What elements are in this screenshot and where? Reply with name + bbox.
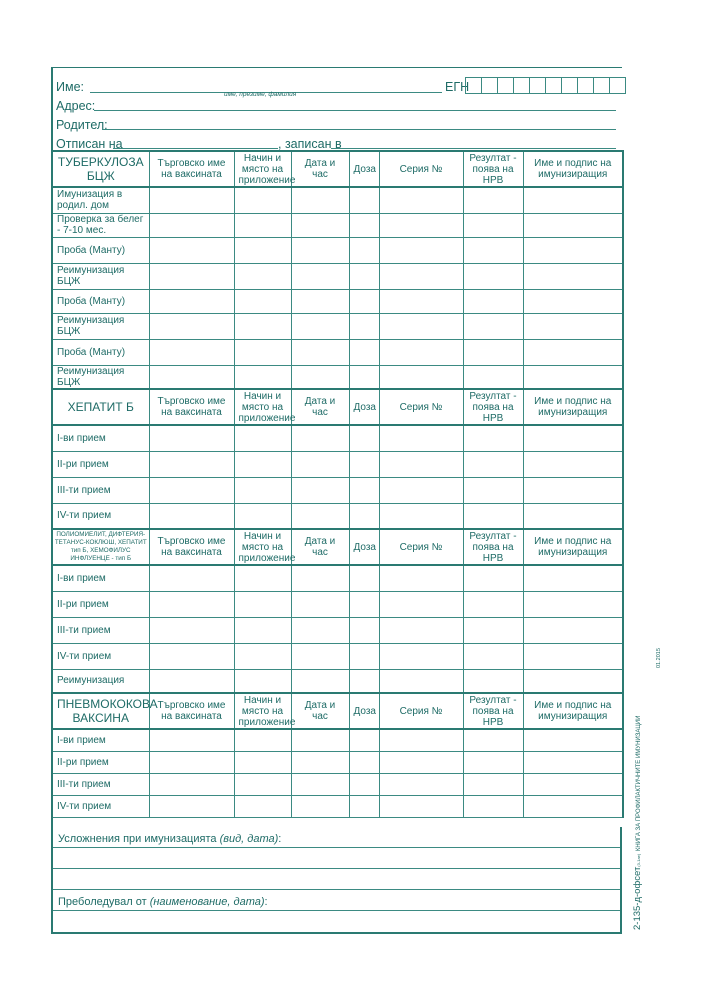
egn-digit-box[interactable] <box>529 77 546 94</box>
entry-cell[interactable] <box>463 213 523 237</box>
entry-cell[interactable] <box>379 425 463 451</box>
entry-cell[interactable] <box>523 795 623 817</box>
section-title: ПНЕВМОКОКОВА ВАКСИНА <box>52 693 149 729</box>
section-header-row <box>52 529 623 565</box>
entry-cell[interactable] <box>379 451 463 477</box>
entry-cell[interactable] <box>523 591 623 617</box>
row-label: III-ти прием <box>52 617 149 643</box>
column-header: Начин и място на приложение <box>234 529 291 565</box>
column-header: Доза <box>349 151 379 187</box>
entry-cell[interactable] <box>149 187 234 213</box>
row-label: Имунизация в родил. дом <box>52 187 149 213</box>
registered-label: , записан в <box>278 137 342 151</box>
entry-cell[interactable] <box>291 795 349 817</box>
entry-cell[interactable] <box>149 313 234 339</box>
entry-cell[interactable] <box>379 617 463 643</box>
entry-cell[interactable] <box>379 339 463 365</box>
row-label: I-ви прием <box>52 565 149 591</box>
column-header: Начин и място на приложение <box>234 151 291 187</box>
entry-cell[interactable] <box>234 795 291 817</box>
egn-digit-box[interactable] <box>609 77 626 94</box>
row-label: III-ти прием <box>52 773 149 795</box>
row-label: Реимунизация <box>52 669 149 693</box>
parent-field[interactable] <box>102 129 616 130</box>
entry-cell[interactable] <box>523 213 623 237</box>
row-label: IV-ти прием <box>52 795 149 817</box>
entry-cell[interactable] <box>349 213 379 237</box>
row-label: IV-ти прием <box>52 643 149 669</box>
entry-cell[interactable] <box>291 751 349 773</box>
entry-cell[interactable] <box>463 565 523 591</box>
entry-cell[interactable] <box>149 213 234 237</box>
entry-cell[interactable] <box>149 729 234 751</box>
table-row <box>52 365 623 389</box>
entry-cell[interactable] <box>463 617 523 643</box>
entry-cell[interactable] <box>291 425 349 451</box>
column-header: Начин и място на приложение <box>234 693 291 729</box>
entry-cell[interactable] <box>234 425 291 451</box>
entry-cell[interactable] <box>523 565 623 591</box>
row-label: II-ри прием <box>52 751 149 773</box>
notes-section <box>51 827 622 934</box>
table-row <box>52 795 623 817</box>
column-header: Име и подпис на имунизиращия <box>523 693 623 729</box>
entry-cell[interactable] <box>149 451 234 477</box>
entry-cell[interactable] <box>463 751 523 773</box>
column-header: Резултат - поява на НРВ <box>463 151 523 187</box>
entry-cell[interactable] <box>149 365 234 389</box>
entry-cell[interactable] <box>149 425 234 451</box>
entry-cell[interactable] <box>463 795 523 817</box>
entry-cell[interactable] <box>463 313 523 339</box>
entry-cell[interactable] <box>463 591 523 617</box>
complications-line-2[interactable] <box>53 869 620 890</box>
column-header: Име и подпис на имунизиращия <box>523 529 623 565</box>
row-label: Проба (Манту) <box>52 289 149 313</box>
row-label: Проба (Манту) <box>52 237 149 263</box>
entry-cell[interactable] <box>291 213 349 237</box>
entry-cell[interactable] <box>291 451 349 477</box>
entry-cell[interactable] <box>349 643 379 669</box>
table-row <box>52 503 623 529</box>
column-header: Доза <box>349 389 379 425</box>
entry-cell[interactable] <box>149 751 234 773</box>
table-row <box>52 477 623 503</box>
diseases-label: Преболедувал от <box>58 896 147 908</box>
table-row <box>52 643 623 669</box>
entry-cell[interactable] <box>523 751 623 773</box>
entry-cell[interactable] <box>291 365 349 389</box>
entry-cell[interactable] <box>379 313 463 339</box>
entry-cell[interactable] <box>291 565 349 591</box>
entry-cell[interactable] <box>523 365 623 389</box>
parent-label: Родител: <box>56 118 108 132</box>
entry-cell[interactable] <box>523 477 623 503</box>
entry-cell[interactable] <box>349 795 379 817</box>
table-row <box>52 213 623 237</box>
entry-cell[interactable] <box>291 617 349 643</box>
egn-digit-box[interactable] <box>545 77 562 94</box>
entry-cell[interactable] <box>149 669 234 693</box>
entry-cell[interactable] <box>234 669 291 693</box>
entry-cell[interactable] <box>523 729 623 751</box>
entry-cell[interactable] <box>523 339 623 365</box>
entry-cell[interactable] <box>291 289 349 313</box>
entry-cell[interactable] <box>291 591 349 617</box>
section-header-row <box>52 693 623 729</box>
egn-digit-box[interactable] <box>561 77 578 94</box>
row-label: Реимунизация БЦЖ <box>52 313 149 339</box>
column-header: Търговско име на вaксината <box>149 529 234 565</box>
entry-cell[interactable] <box>234 451 291 477</box>
entry-cell[interactable] <box>379 669 463 693</box>
row-label: I-ви прием <box>52 729 149 751</box>
entry-cell[interactable] <box>234 591 291 617</box>
entry-cell[interactable] <box>379 289 463 313</box>
name-label: Име: <box>56 80 85 94</box>
column-header: Дата и час <box>291 389 349 425</box>
entry-cell[interactable] <box>463 365 523 389</box>
entry-cell[interactable] <box>349 425 379 451</box>
section-title: ПОЛИОМИЕЛИТ, ДИФТЕРИЯ-ТЕТАНУС-КОКЛЮШ, ХЕПАТИТ тип Б, ХЕМОФИЛУС ИНФЛУЕНЦЕ - тип Б <box>52 529 149 565</box>
entry-cell[interactable] <box>349 617 379 643</box>
entry-cell[interactable] <box>523 669 623 693</box>
table-row <box>52 339 623 365</box>
column-header: Серия № <box>379 529 463 565</box>
table-row <box>52 729 623 751</box>
row-label: Проверка за белег - 7-10 мес. <box>52 213 149 237</box>
column-header: Дата и час <box>291 151 349 187</box>
entry-cell[interactable] <box>523 263 623 289</box>
entry-cell[interactable] <box>234 773 291 795</box>
row-label: II-ри прием <box>52 591 149 617</box>
complications-line-1[interactable] <box>53 848 620 869</box>
row-label: III-ти прием <box>52 477 149 503</box>
entry-cell[interactable] <box>149 289 234 313</box>
entry-cell[interactable] <box>349 565 379 591</box>
section-header-row <box>52 151 623 187</box>
entry-cell[interactable] <box>379 263 463 289</box>
complications-colon: : <box>278 833 282 845</box>
entry-cell[interactable] <box>349 237 379 263</box>
entry-cell[interactable] <box>291 729 349 751</box>
entry-cell[interactable] <box>463 503 523 529</box>
entry-cell[interactable] <box>523 643 623 669</box>
table-row <box>52 773 623 795</box>
entry-cell[interactable] <box>349 451 379 477</box>
column-header: Дата и час <box>291 529 349 565</box>
section-header-row <box>52 389 623 425</box>
entry-cell[interactable] <box>523 451 623 477</box>
complications-label: Усложнения при имунизацията <box>58 833 217 845</box>
table-row <box>52 617 623 643</box>
column-header: Име и подпис на имунизиращия <box>523 151 623 187</box>
entry-cell[interactable] <box>523 313 623 339</box>
entry-cell[interactable] <box>463 237 523 263</box>
entry-cell[interactable] <box>379 643 463 669</box>
entry-cell[interactable] <box>379 795 463 817</box>
entry-cell[interactable] <box>523 237 623 263</box>
egn-digit-box[interactable] <box>497 77 514 94</box>
entry-cell[interactable] <box>349 365 379 389</box>
diseases-colon: : <box>264 896 268 908</box>
name-hint: име, презиме, фамилия <box>224 91 297 98</box>
entry-cell[interactable] <box>234 729 291 751</box>
entry-cell[interactable] <box>379 213 463 237</box>
entry-cell[interactable] <box>379 503 463 529</box>
complications-label-row <box>53 827 620 848</box>
entry-cell[interactable] <box>291 503 349 529</box>
entry-cell[interactable] <box>149 263 234 289</box>
column-header: Серия № <box>379 151 463 187</box>
entry-cell[interactable] <box>463 643 523 669</box>
row-label: II-ри прием <box>52 451 149 477</box>
address-field[interactable] <box>94 110 616 111</box>
entry-cell[interactable] <box>349 289 379 313</box>
entry-cell[interactable] <box>291 339 349 365</box>
entry-cell[interactable] <box>234 187 291 213</box>
entry-cell[interactable] <box>349 313 379 339</box>
table-row <box>52 237 623 263</box>
entry-cell[interactable] <box>234 477 291 503</box>
entry-cell[interactable] <box>463 339 523 365</box>
entry-cell[interactable] <box>234 339 291 365</box>
entry-cell[interactable] <box>349 591 379 617</box>
immunization-table <box>51 150 624 818</box>
entry-cell[interactable] <box>523 773 623 795</box>
entry-cell[interactable] <box>291 187 349 213</box>
entry-cell[interactable] <box>291 669 349 693</box>
entry-cell[interactable] <box>379 477 463 503</box>
row-label: Реимунизация БЦЖ <box>52 263 149 289</box>
column-header: Начин и място на приложение <box>234 389 291 425</box>
entry-cell[interactable] <box>463 729 523 751</box>
entry-cell[interactable] <box>523 425 623 451</box>
entry-cell[interactable] <box>523 617 623 643</box>
table-row <box>52 751 623 773</box>
entry-cell[interactable] <box>234 213 291 237</box>
column-header: Доза <box>349 529 379 565</box>
column-header: Търговско име на вaксината <box>149 693 234 729</box>
deregistered-field[interactable] <box>113 148 278 149</box>
entry-cell[interactable] <box>234 289 291 313</box>
entry-cell[interactable] <box>463 289 523 313</box>
entry-cell[interactable] <box>349 669 379 693</box>
column-header: Име и подпис на имунизиращия <box>523 389 623 425</box>
entry-cell[interactable] <box>349 477 379 503</box>
entry-cell[interactable] <box>149 643 234 669</box>
table-row <box>52 289 623 313</box>
egn-digit-box[interactable] <box>465 77 482 94</box>
column-header: Серия № <box>379 693 463 729</box>
row-label: IV-ти прием <box>52 503 149 529</box>
entry-cell[interactable] <box>379 773 463 795</box>
entry-cell[interactable] <box>463 477 523 503</box>
table-row <box>52 313 623 339</box>
entry-cell[interactable] <box>349 773 379 795</box>
entry-cell[interactable] <box>463 451 523 477</box>
entry-cell[interactable] <box>149 795 234 817</box>
entry-cell[interactable] <box>349 729 379 751</box>
column-header: Търговско име на вaксината <box>149 389 234 425</box>
entry-cell[interactable] <box>234 365 291 389</box>
entry-cell[interactable] <box>291 643 349 669</box>
diseases-label-row <box>53 890 620 911</box>
entry-cell[interactable] <box>234 751 291 773</box>
form-code: 2-135-д-офсет <box>632 866 643 930</box>
entry-cell[interactable] <box>149 503 234 529</box>
egn-digit-box[interactable] <box>577 77 594 94</box>
entry-cell[interactable] <box>149 591 234 617</box>
entry-cell[interactable] <box>234 313 291 339</box>
entry-cell[interactable] <box>234 237 291 263</box>
row-label: Проба (Манту) <box>52 339 149 365</box>
entry-cell[interactable] <box>291 237 349 263</box>
entry-cell[interactable] <box>379 751 463 773</box>
complications-hint: (вид, дата) <box>219 833 279 845</box>
entry-cell[interactable] <box>291 773 349 795</box>
entry-cell[interactable] <box>463 187 523 213</box>
entry-cell[interactable] <box>463 425 523 451</box>
column-header: Серия № <box>379 389 463 425</box>
row-label: Реимунизация БЦЖ <box>52 365 149 389</box>
egn-label: ЕГН <box>445 80 470 94</box>
entry-cell[interactable] <box>149 773 234 795</box>
column-header: Търговско име на вaксината <box>149 151 234 187</box>
entry-cell[interactable] <box>149 477 234 503</box>
book-title: КНИГА ЗА ПРОФИЛАКТИЧНИТЕ ИМУНИЗАЦИИ <box>636 715 642 852</box>
entry-cell[interactable] <box>291 263 349 289</box>
entry-cell[interactable] <box>149 565 234 591</box>
entry-cell[interactable] <box>379 591 463 617</box>
column-header: Резултат - поява на НРВ <box>463 529 523 565</box>
entry-cell[interactable] <box>349 263 379 289</box>
egn-field[interactable] <box>466 77 626 94</box>
egn-digit-box[interactable] <box>513 77 530 94</box>
table-row <box>52 263 623 289</box>
column-header: Дата и час <box>291 693 349 729</box>
entry-cell[interactable] <box>234 503 291 529</box>
section-title: ТУБЕРКУЛОЗА БЦЖ <box>52 151 149 187</box>
entry-cell[interactable] <box>149 617 234 643</box>
entry-cell[interactable] <box>234 263 291 289</box>
diseases-hint: (наименование, дата) <box>149 896 265 908</box>
entry-cell[interactable] <box>523 289 623 313</box>
column-header: Резултат - поява на НРВ <box>463 389 523 425</box>
entry-cell[interactable] <box>234 643 291 669</box>
entry-cell[interactable] <box>523 187 623 213</box>
column-header: Доза <box>349 693 379 729</box>
egn-digit-box[interactable] <box>593 77 610 94</box>
entry-cell[interactable] <box>379 365 463 389</box>
address-label: Адрес: <box>56 99 96 113</box>
entry-cell[interactable] <box>349 187 379 213</box>
section-title: ХЕПАТИТ Б <box>52 389 149 425</box>
entry-cell[interactable] <box>523 503 623 529</box>
deregistered-label: Отписан на <box>56 137 123 151</box>
diseases-line-1[interactable] <box>53 911 620 932</box>
entry-cell[interactable] <box>149 339 234 365</box>
table-row <box>52 451 623 477</box>
table-row <box>52 187 623 213</box>
registered-field[interactable] <box>331 148 616 149</box>
entry-cell[interactable] <box>291 477 349 503</box>
entry-cell[interactable] <box>349 751 379 773</box>
entry-cell[interactable] <box>149 237 234 263</box>
side-imprint <box>632 716 643 930</box>
entry-cell[interactable] <box>234 617 291 643</box>
entry-cell[interactable] <box>379 565 463 591</box>
table-row <box>52 565 623 591</box>
entry-cell[interactable] <box>379 187 463 213</box>
entry-cell[interactable] <box>379 729 463 751</box>
entry-cell[interactable] <box>463 773 523 795</box>
print-date: 01.2015 <box>656 648 662 668</box>
entry-cell[interactable] <box>291 313 349 339</box>
entry-cell[interactable] <box>234 565 291 591</box>
egn-digit-box[interactable] <box>481 77 498 94</box>
form-code-small: (3-1ae) <box>636 853 641 867</box>
table-row <box>52 669 623 693</box>
entry-cell[interactable] <box>349 503 379 529</box>
entry-cell[interactable] <box>379 237 463 263</box>
row-label: I-ви прием <box>52 425 149 451</box>
table-row <box>52 591 623 617</box>
entry-cell[interactable] <box>463 263 523 289</box>
table-row <box>52 425 623 451</box>
entry-cell[interactable] <box>349 339 379 365</box>
column-header: Резултат - поява на НРВ <box>463 693 523 729</box>
entry-cell[interactable] <box>463 669 523 693</box>
